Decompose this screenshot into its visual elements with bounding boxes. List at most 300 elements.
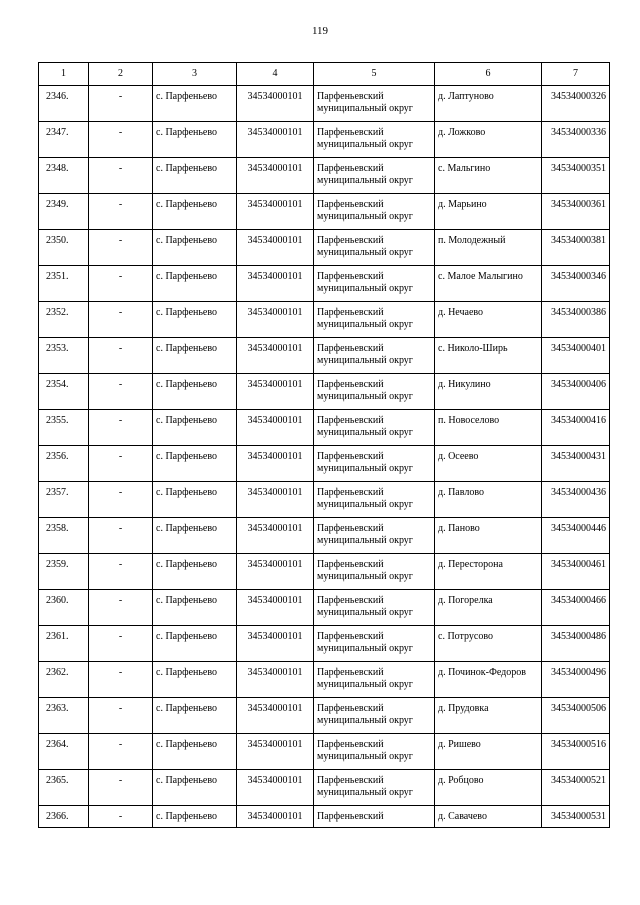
settlement-name: с. Мальгино	[438, 163, 491, 174]
table-cell	[542, 446, 610, 482]
table-cell	[237, 266, 314, 302]
table-cell	[542, 626, 610, 662]
settlement-code: 34534000431	[551, 451, 606, 462]
table-cell	[237, 302, 314, 338]
settlement-code: 34534000486	[551, 631, 606, 642]
table-cell	[89, 806, 153, 828]
locality-code: 34534000101	[247, 523, 303, 534]
table-header-row	[39, 63, 610, 86]
table-cell	[153, 698, 237, 734]
row-number: 2355.	[46, 415, 69, 426]
table-row	[39, 662, 610, 698]
table-cell	[39, 86, 89, 122]
table-cell	[153, 446, 237, 482]
settlement-name: с. Николо-Ширь	[438, 343, 508, 354]
table-cell	[314, 122, 435, 158]
table-cell	[314, 302, 435, 338]
table-cell	[237, 158, 314, 194]
row-number: 2350.	[46, 235, 69, 246]
table-cell	[153, 338, 237, 374]
row-number: 2357.	[46, 487, 69, 498]
table-cell	[39, 554, 89, 590]
locality-code: 34534000101	[247, 703, 303, 714]
column-2-value: -	[118, 343, 123, 354]
row-number: 2358.	[46, 523, 69, 534]
row-number: 2363.	[46, 703, 69, 714]
page-number: 119	[311, 25, 329, 37]
settlement-name: д. Паново	[438, 523, 480, 534]
column-2-value: -	[118, 775, 123, 786]
row-number: 2352.	[46, 307, 69, 318]
table-cell	[314, 158, 435, 194]
table-cell	[435, 194, 542, 230]
table-cell	[314, 446, 435, 482]
row-number: 2349.	[46, 199, 69, 210]
municipal-district: Парфеньевский муниципальный округ	[317, 271, 413, 294]
table-cell	[314, 590, 435, 626]
table-cell	[89, 374, 153, 410]
settlements-table	[38, 62, 610, 828]
settlement-name: д. Робцово	[438, 775, 484, 786]
table-cell	[542, 266, 610, 302]
table-cell	[435, 734, 542, 770]
table-cell	[542, 806, 610, 828]
locality-name: с. Парфеньево	[156, 451, 218, 462]
table-cell	[435, 122, 542, 158]
table-cell	[435, 662, 542, 698]
table-cell	[39, 410, 89, 446]
table-cell	[153, 410, 237, 446]
table-cell	[153, 554, 237, 590]
settlement-name: д. Ложково	[438, 127, 486, 138]
table-cell	[153, 230, 237, 266]
table-cell	[314, 626, 435, 662]
locality-code: 34534000101	[247, 163, 303, 174]
table-cell	[39, 590, 89, 626]
table-cell	[237, 374, 314, 410]
table-cell	[542, 338, 610, 374]
settlement-code: 34534000386	[551, 307, 606, 318]
table-cell	[435, 518, 542, 554]
table-cell	[153, 626, 237, 662]
table-row	[39, 374, 610, 410]
row-number: 2365.	[46, 775, 69, 786]
table-cell	[39, 122, 89, 158]
column-2-value: -	[118, 595, 123, 606]
column-2-value: -	[118, 631, 123, 642]
locality-name: с. Парфеньево	[156, 775, 218, 786]
table-cell	[435, 374, 542, 410]
settlement-code: 34534000446	[551, 523, 606, 534]
municipal-district: Парфеньевский муниципальный округ	[317, 343, 413, 366]
table-cell	[435, 302, 542, 338]
settlement-code: 34534000531	[551, 811, 606, 822]
table-row	[39, 338, 610, 374]
table-cell	[89, 266, 153, 302]
locality-code: 34534000101	[247, 739, 303, 750]
column-2-value: -	[118, 487, 123, 498]
locality-code: 34534000101	[247, 235, 303, 246]
settlement-name: д. Лаптуново	[438, 91, 494, 102]
table-cell	[153, 122, 237, 158]
locality-name: с. Парфеньево	[156, 811, 218, 822]
table-cell	[237, 122, 314, 158]
settlement-code: 34534000351	[551, 163, 606, 174]
row-number: 2356.	[46, 451, 69, 462]
column-2-value: -	[118, 739, 123, 750]
settlement-code: 34534000496	[551, 667, 606, 678]
column-2-value: -	[118, 559, 123, 570]
table-cell	[89, 410, 153, 446]
table-cell	[153, 770, 237, 806]
column-2-value: -	[118, 451, 123, 462]
row-number: 2346.	[46, 91, 69, 102]
row-number: 2361.	[46, 631, 69, 642]
locality-code: 34534000101	[247, 667, 303, 678]
column-2-value: -	[118, 91, 123, 102]
row-number: 2364.	[46, 739, 69, 750]
table-cell	[435, 770, 542, 806]
row-number: 2351.	[46, 271, 69, 282]
locality-code: 34534000101	[247, 595, 303, 606]
table-cell	[153, 86, 237, 122]
locality-code: 34534000101	[247, 307, 303, 318]
table-cell	[542, 194, 610, 230]
locality-name: с. Парфеньево	[156, 703, 218, 714]
table-cell	[542, 482, 610, 518]
settlement-name: д. Осеево	[438, 451, 479, 462]
settlement-name: д. Починок-Федоров	[438, 667, 526, 678]
municipal-district: Парфеньевский муниципальный округ	[317, 703, 413, 726]
table-cell	[89, 590, 153, 626]
row-number: 2354.	[46, 379, 69, 390]
column-2-value: -	[118, 379, 123, 390]
table-cell	[314, 86, 435, 122]
table-cell	[153, 518, 237, 554]
municipal-district: Парфеньевский муниципальный округ	[317, 415, 413, 438]
municipal-district: Парфеньевский муниципальный округ	[317, 127, 413, 150]
settlement-code: 34534000506	[551, 703, 606, 714]
table-row	[39, 446, 610, 482]
table-cell	[153, 302, 237, 338]
table-cell	[435, 806, 542, 828]
table-cell	[89, 158, 153, 194]
column-header: 2	[89, 63, 153, 86]
settlement-name: д. Савачево	[438, 811, 487, 822]
locality-name: с. Парфеньево	[156, 271, 218, 282]
locality-name: с. Парфеньево	[156, 523, 218, 534]
municipal-district: Парфеньевский муниципальный округ	[317, 307, 413, 330]
table-row	[39, 230, 610, 266]
table-cell	[237, 482, 314, 518]
settlement-name: д. Прудовка	[438, 703, 489, 714]
row-number: 2348.	[46, 163, 69, 174]
table-row	[39, 194, 610, 230]
table-cell	[314, 518, 435, 554]
municipal-district: Парфеньевский муниципальный округ	[317, 163, 413, 186]
locality-name: с. Парфеньево	[156, 667, 218, 678]
table-cell	[542, 698, 610, 734]
locality-name: с. Парфеньево	[156, 631, 218, 642]
municipal-district: Парфеньевский муниципальный округ	[317, 379, 413, 402]
locality-code: 34534000101	[247, 271, 303, 282]
settlement-code: 34534000436	[551, 487, 606, 498]
locality-name: с. Парфеньево	[156, 379, 218, 390]
column-2-value: -	[118, 127, 123, 138]
settlement-name: с. Малое Малыгино	[438, 271, 523, 282]
municipal-district: Парфеньевский муниципальный округ	[317, 631, 413, 654]
table-cell	[542, 770, 610, 806]
table-cell	[542, 86, 610, 122]
locality-name: с. Парфеньево	[156, 235, 218, 246]
table-cell	[237, 734, 314, 770]
table-cell	[89, 770, 153, 806]
table-cell	[542, 554, 610, 590]
settlement-name: с. Потрусово	[438, 631, 493, 642]
table-cell	[435, 698, 542, 734]
table-cell	[89, 86, 153, 122]
table-cell	[237, 662, 314, 698]
municipal-district: Парфеньевский муниципальный округ	[317, 739, 413, 762]
locality-name: с. Парфеньево	[156, 739, 218, 750]
table-row	[39, 410, 610, 446]
table-row	[39, 518, 610, 554]
table-cell	[314, 806, 435, 828]
table-cell	[153, 806, 237, 828]
table-cell	[39, 806, 89, 828]
locality-code: 34534000101	[247, 127, 303, 138]
row-number: 2359.	[46, 559, 69, 570]
locality-code: 34534000101	[247, 343, 303, 354]
table-cell	[39, 230, 89, 266]
table-cell	[314, 482, 435, 518]
settlement-code: 34534000406	[551, 379, 606, 390]
settlement-code: 34534000361	[551, 199, 606, 210]
table-cell	[153, 194, 237, 230]
locality-name: с. Парфеньево	[156, 307, 218, 318]
table-cell	[435, 554, 542, 590]
table-cell	[542, 374, 610, 410]
table-cell	[435, 482, 542, 518]
column-2-value: -	[118, 667, 123, 678]
municipal-district: Парфеньевский муниципальный округ	[317, 775, 413, 798]
table-cell	[89, 122, 153, 158]
table-cell	[435, 338, 542, 374]
table-cell	[314, 338, 435, 374]
table-body	[39, 86, 610, 828]
settlement-code: 34534000466	[551, 595, 606, 606]
table-cell	[153, 734, 237, 770]
table-cell	[89, 230, 153, 266]
table-row	[39, 302, 610, 338]
table-cell	[435, 158, 542, 194]
municipal-district: Парфеньевский муниципальный округ	[317, 595, 413, 618]
table-cell	[39, 770, 89, 806]
settlement-code: 34534000516	[551, 739, 606, 750]
municipal-district: Парфеньевский муниципальный округ	[317, 487, 413, 510]
table-cell	[435, 626, 542, 662]
table-cell	[542, 662, 610, 698]
table-cell	[237, 410, 314, 446]
table-cell	[89, 662, 153, 698]
table-row	[39, 698, 610, 734]
table-cell	[39, 338, 89, 374]
row-number: 2347.	[46, 127, 69, 138]
table-cell	[39, 302, 89, 338]
settlement-name: д. Павлово	[438, 487, 484, 498]
column-header: 7	[542, 63, 610, 86]
locality-name: с. Парфеньево	[156, 343, 218, 354]
locality-name: с. Парфеньево	[156, 199, 218, 210]
municipal-district: Парфеньевский муниципальный округ	[317, 235, 413, 258]
settlement-name: д. Погорелка	[438, 595, 493, 606]
table-cell	[39, 698, 89, 734]
table-cell	[39, 482, 89, 518]
locality-name: с. Парфеньево	[156, 91, 218, 102]
table-cell	[314, 410, 435, 446]
table-cell	[237, 590, 314, 626]
table-cell	[153, 482, 237, 518]
column-2-value: -	[118, 703, 123, 714]
column-2-value: -	[118, 523, 123, 534]
table-cell	[314, 374, 435, 410]
column-2-value: -	[118, 307, 123, 318]
table-cell	[435, 590, 542, 626]
table-cell	[89, 554, 153, 590]
table-cell	[89, 518, 153, 554]
table-cell	[314, 230, 435, 266]
locality-code: 34534000101	[247, 775, 303, 786]
table-cell	[153, 266, 237, 302]
table-row	[39, 734, 610, 770]
locality-name: с. Парфеньево	[156, 559, 218, 570]
row-number: 2353.	[46, 343, 69, 354]
table-cell	[39, 662, 89, 698]
column-2-value: -	[118, 163, 123, 174]
locality-name: с. Парфеньево	[156, 595, 218, 606]
table-cell	[153, 662, 237, 698]
table-cell	[542, 302, 610, 338]
settlement-name: п. Новоселово	[438, 415, 500, 426]
settlement-name: д. Пересторона	[438, 559, 503, 570]
table-cell	[435, 266, 542, 302]
row-number: 2360.	[46, 595, 69, 606]
table-cell	[153, 590, 237, 626]
table-cell	[314, 662, 435, 698]
table-cell	[39, 374, 89, 410]
settlement-code: 34534000346	[551, 271, 606, 282]
table-row	[39, 626, 610, 662]
municipal-district: Парфеньевский муниципальный округ	[317, 523, 413, 546]
municipal-district: Парфеньевский муниципальный округ	[317, 667, 413, 690]
table-cell	[89, 194, 153, 230]
settlement-code: 34534000336	[551, 127, 606, 138]
table-cell	[542, 158, 610, 194]
settlement-name: д. Ришево	[438, 739, 481, 750]
table-cell	[237, 86, 314, 122]
locality-code: 34534000101	[247, 811, 303, 822]
table-row	[39, 482, 610, 518]
locality-code: 34534000101	[247, 631, 303, 642]
table-cell	[39, 158, 89, 194]
table-cell	[39, 734, 89, 770]
locality-code: 34534000101	[247, 91, 303, 102]
column-2-value: -	[118, 199, 123, 210]
settlement-code: 34534000401	[551, 343, 606, 354]
municipal-district: Парфеньевский муниципальный округ	[317, 199, 413, 222]
locality-code: 34534000101	[247, 379, 303, 390]
row-number: 2366.	[46, 811, 69, 822]
table-cell	[314, 698, 435, 734]
locality-name: с. Парфеньево	[156, 415, 218, 426]
locality-name: с. Парфеньево	[156, 487, 218, 498]
table-row	[39, 86, 610, 122]
locality-name: с. Парфеньево	[156, 127, 218, 138]
locality-code: 34534000101	[247, 487, 303, 498]
table-row	[39, 266, 610, 302]
locality-code: 34534000101	[247, 451, 303, 462]
column-2-value: -	[118, 415, 123, 426]
column-2-value: -	[118, 271, 123, 282]
table-cell	[89, 302, 153, 338]
table-cell	[435, 410, 542, 446]
municipal-district: Парфеньевский муниципальный округ	[317, 91, 413, 114]
table-cell	[314, 266, 435, 302]
column-header: 1	[39, 63, 89, 86]
settlement-name: д. Марьино	[438, 199, 487, 210]
locality-code: 34534000101	[247, 199, 303, 210]
table-cell	[153, 374, 237, 410]
table-cell	[435, 230, 542, 266]
locality-code: 34534000101	[247, 559, 303, 570]
table-cell	[542, 734, 610, 770]
table-cell	[542, 122, 610, 158]
table-row	[39, 806, 610, 828]
table-cell	[237, 518, 314, 554]
column-header: 4	[237, 63, 314, 86]
table-cell	[237, 446, 314, 482]
municipal-district: Парфеньевский	[317, 811, 384, 822]
settlement-code: 34534000416	[551, 415, 606, 426]
settlement-code: 34534000461	[551, 559, 606, 570]
column-header: 5	[314, 63, 435, 86]
settlement-name: д. Нечаево	[438, 307, 484, 318]
table-cell	[39, 518, 89, 554]
column-header: 6	[435, 63, 542, 86]
table-cell	[314, 734, 435, 770]
table-cell	[314, 194, 435, 230]
table-row	[39, 158, 610, 194]
table-cell	[435, 446, 542, 482]
table-cell	[237, 554, 314, 590]
table-cell	[89, 698, 153, 734]
municipal-district: Парфеньевский муниципальный округ	[317, 451, 413, 474]
settlement-name: д. Никулино	[438, 379, 491, 390]
locality-name: с. Парфеньево	[156, 163, 218, 174]
column-2-value: -	[118, 235, 123, 246]
row-number: 2362.	[46, 667, 69, 678]
table-row	[39, 122, 610, 158]
table-cell	[89, 734, 153, 770]
table-row	[39, 554, 610, 590]
settlement-code: 34534000326	[551, 91, 606, 102]
table-cell	[314, 554, 435, 590]
column-header: 3	[153, 63, 237, 86]
table-cell	[237, 626, 314, 662]
table-cell	[89, 446, 153, 482]
table-cell	[237, 230, 314, 266]
table-row	[39, 590, 610, 626]
